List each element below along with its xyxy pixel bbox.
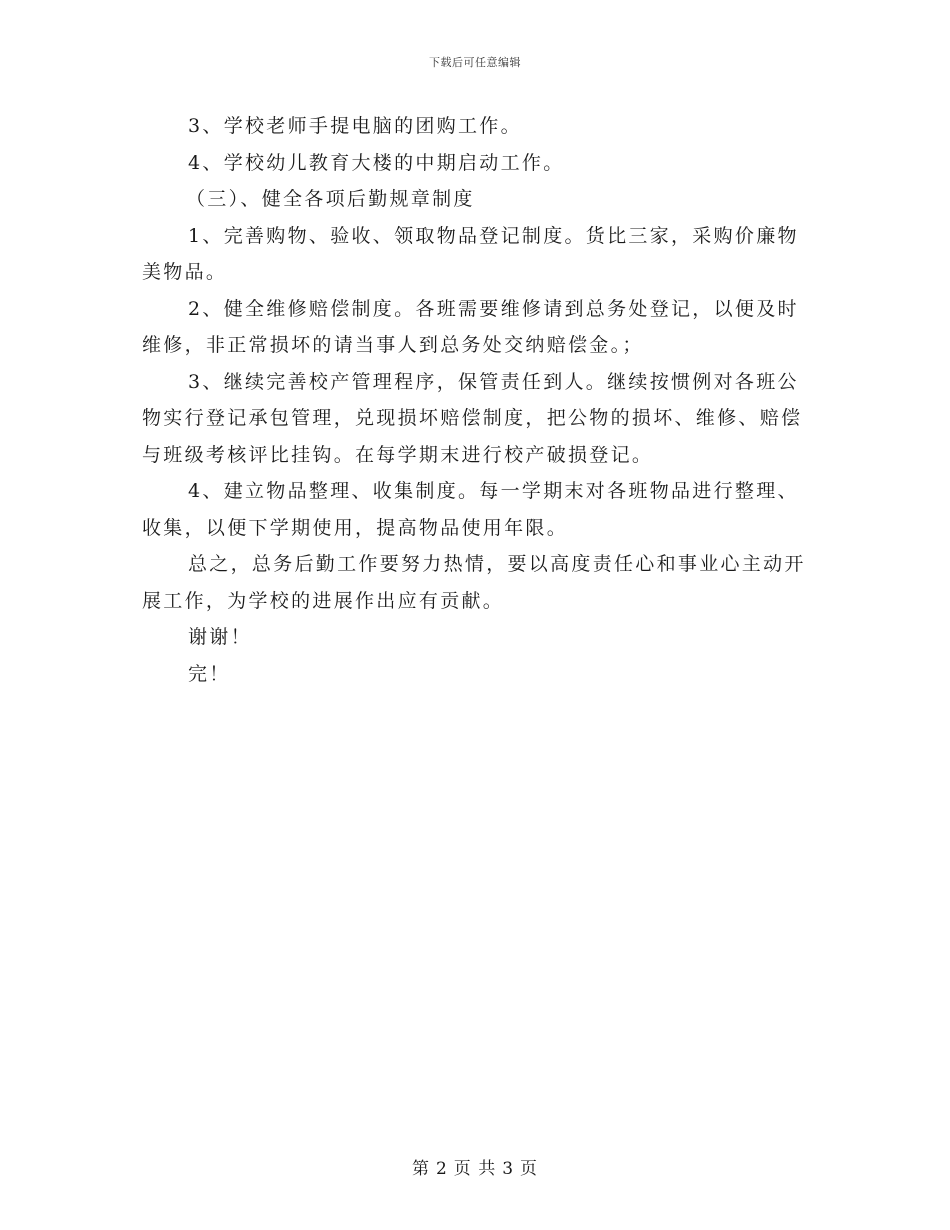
paragraph-summary: 总之，总务后勤工作要努力热情，要以高度责任心和事业心主动开展工作，为学校的进展作出应有贡献。 [142,553,806,612]
current-page-number: 2 [435,1159,448,1179]
page-label-middle: 页 共 [453,1159,497,1179]
paragraph-rule-1: 1、完善购物、验收、领取物品登记制度。货比三家，采购价廉物美物品。 [142,224,799,283]
page-label-suffix: 页 [520,1159,539,1179]
page-footer [0,1154,950,1179]
paragraph-thanks: 谢谢！ [188,626,252,648]
paragraph-end: 完！ [188,662,231,685]
paragraph-item-3: 3、学校老师手提电脑的团购工作。 [188,115,522,137]
paragraph-rule-4: 4、建立物品整理、收集制度。每一学期末对各班物品进行整理、收集，以便下学期使用，提高物品使用年限。 [142,480,799,539]
paragraph-item-4: 4、学校幼儿教育大楼的中期启动工作。 [188,151,565,174]
total-pages-number: 3 [502,1159,515,1179]
page-header-note: 下载后可任意编辑 [429,56,521,69]
paragraph-rule-2: 2、健全维修赔偿制度。各班需要维修请到总务处登记，以便及时维修，非正常损坏的请当事人到总务处交纳赔偿金。； [142,297,799,356]
paragraph-rule-3: 3、继续完善校产管理程序，保管责任到人。继续按惯例对各班公物实行登记承包管理，兑现损坏赔偿制度，把公物的损坏、维修、赔偿与班级考核评比挂钩。在每学期末进行校产破损登记。 [142,370,803,466]
document-body [142,108,810,692]
page-label-prefix: 第 [411,1159,430,1179]
section-heading: （三）、健全各项后勤规章制度 [186,188,475,210]
